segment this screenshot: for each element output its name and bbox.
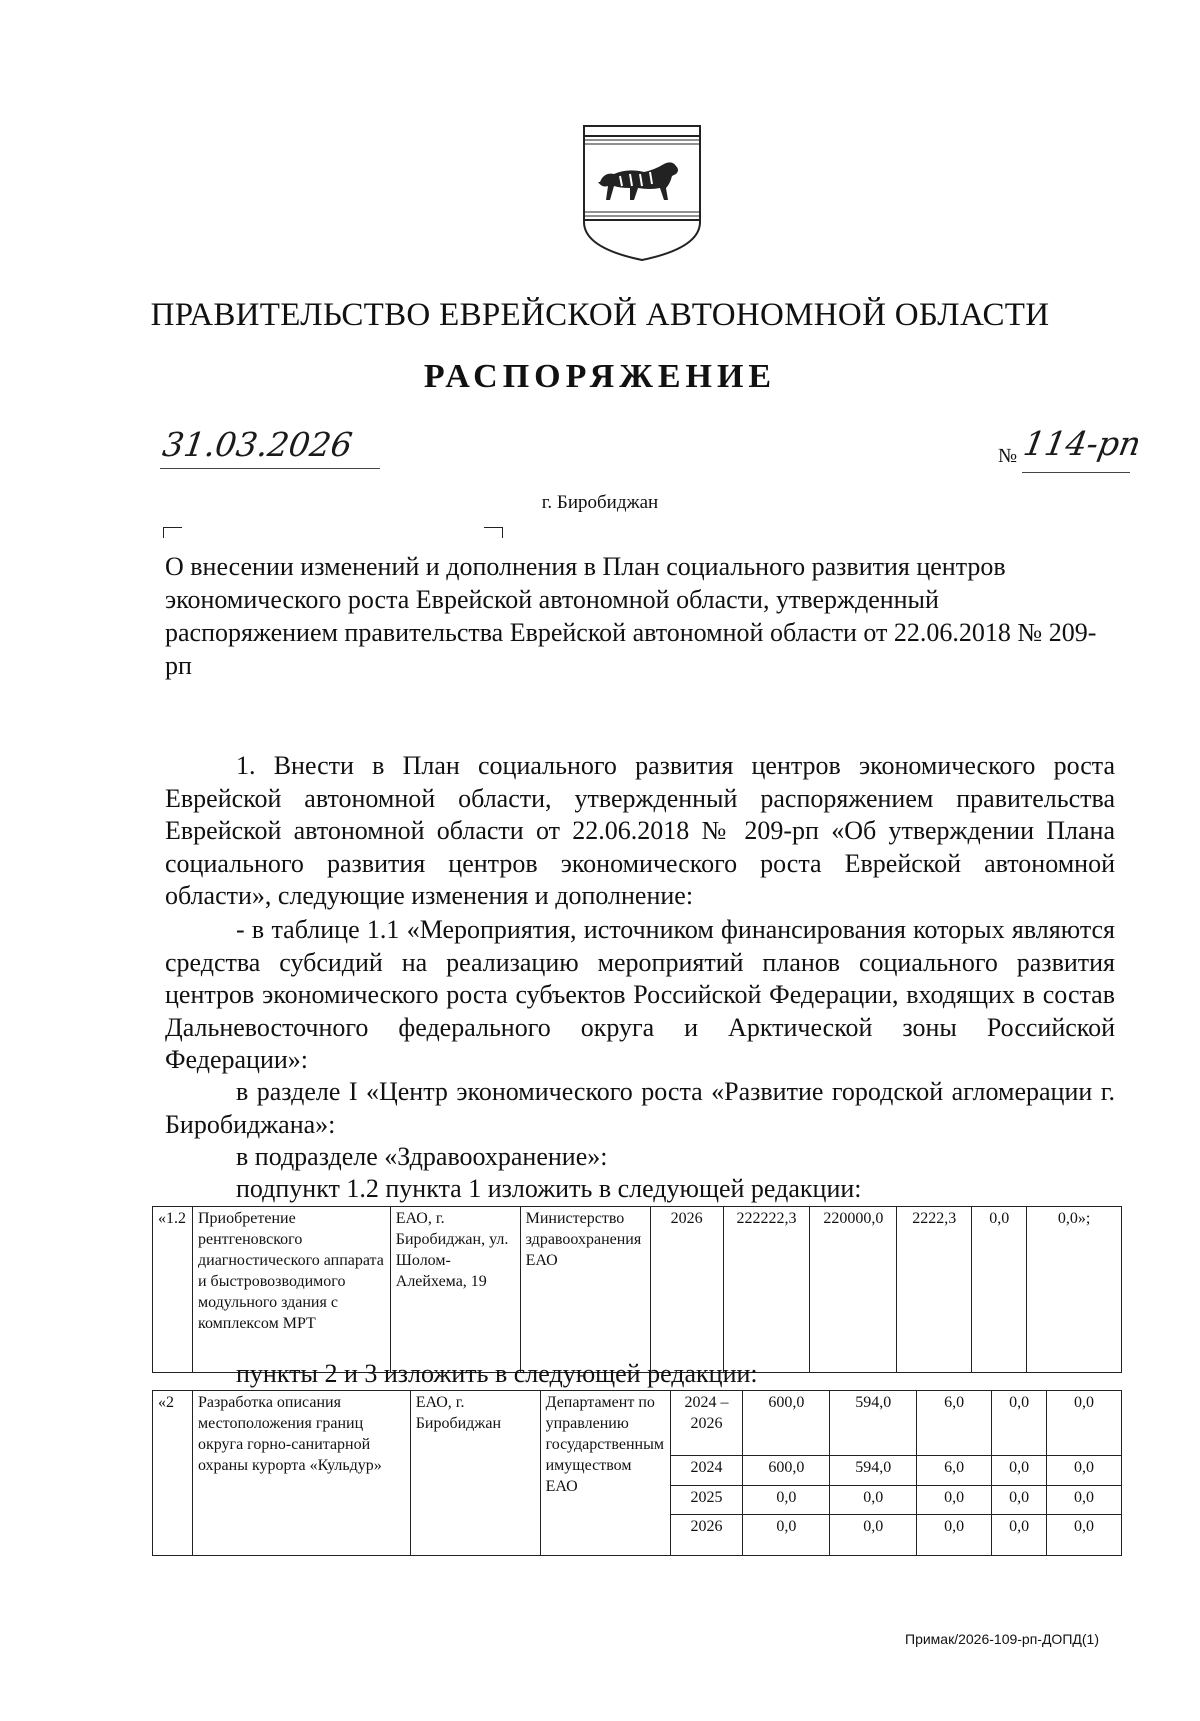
- number-label: №: [998, 445, 1018, 467]
- subject-corner-right: [484, 527, 503, 538]
- cell-executor: Министерство здравоохранения ЕАО: [520, 1207, 650, 1373]
- cell-value-3: 0,0: [972, 1207, 1027, 1373]
- cell-value-4: 0,0: [1047, 1456, 1122, 1486]
- cell-value-4: 0,0: [1047, 1391, 1122, 1456]
- paragraph-1: 1. Внести в План социального развития центров экономического роста Еврейской автономной области, утвержденный распоряжением правительства Еврейской автономной области от 22.06.2018 № 209-рп «Об утверждении Плана социального развития центров экономического роста Еврейской автономной области», следующие изменения и дополнение:: [165, 751, 1115, 911]
- cell-value-4: 0,0: [1047, 1485, 1122, 1515]
- cell-value-2: 0,0: [917, 1485, 992, 1515]
- cell-place: ЕАО, г. Биробиджан, ул. Шолом-Алейхема, 19: [390, 1207, 520, 1373]
- table-item-2: [152, 1390, 1122, 1556]
- cell-value-3: 0,0: [992, 1485, 1047, 1515]
- table-row: [153, 1391, 1122, 1456]
- cell-total: 0,0: [743, 1515, 830, 1556]
- cell-total: 600,0: [743, 1391, 830, 1456]
- coat-of-arms-emblem: [580, 122, 704, 262]
- organization-title: ПРАВИТЕЛЬСТВО ЕВРЕЙСКОЙ АВТОНОМНОЙ ОБЛАСТИ: [150, 297, 1050, 333]
- cell-value-1: 0,0: [830, 1485, 917, 1515]
- cell-year: 2025: [670, 1485, 743, 1515]
- document-date: 31.03.2026: [160, 425, 355, 464]
- cell-executor: Департамент по управлению государственным имуществом ЕАО: [540, 1391, 670, 1556]
- cell-value-2: 2222,3: [897, 1207, 972, 1373]
- cell-value-1: 0,0: [830, 1515, 917, 1556]
- cell-value-2: 6,0: [917, 1391, 992, 1456]
- document-subject: О внесении изменений и дополнения в План социального развития центров экономического роста Еврейской автономной области, утвержденный распоряжением правительства Еврейской автономной области от 22.06.2018 № 209-рп: [165, 552, 1097, 680]
- number-underline: [1022, 470, 1130, 473]
- footer-document-code: Примак/2026-109-рп-ДОПД(1): [905, 1631, 1099, 1647]
- cell-year: 2024: [670, 1456, 743, 1486]
- cell-name: Приобретение рентгеновского диагностического аппарата и быстровозводимого модульного здания с комплексом МРТ: [192, 1207, 390, 1373]
- date-underline: [160, 466, 380, 469]
- cell-value-2: 6,0: [917, 1456, 992, 1486]
- cell-num: «2: [153, 1391, 193, 1556]
- cell-value-3: 0,0: [992, 1391, 1047, 1456]
- paragraph-4: в подразделе «Здравоохранение»:: [236, 1142, 608, 1171]
- cell-total: 600,0: [743, 1456, 830, 1486]
- document-type: РАСПОРЯЖЕНИЕ: [423, 358, 777, 395]
- cell-value-1: 594,0: [830, 1456, 917, 1486]
- paragraph-5: подпункт 1.2 пункта 1 изложить в следующей редакции:: [236, 1174, 862, 1203]
- cell-total: 222222,3: [723, 1207, 810, 1373]
- paragraph-6: пункты 2 и 3 изложить в следующей редакции:: [236, 1359, 758, 1388]
- paragraph-3: в разделе I «Центр экономического роста «Развитие городской агломерации г. Биробиджана»:: [165, 1077, 1115, 1139]
- cell-year: 2026: [670, 1515, 743, 1556]
- cell-total: 0,0: [743, 1485, 830, 1515]
- cell-year: 2024 – 2026: [670, 1391, 743, 1456]
- subject-corner-left: [163, 527, 182, 538]
- cell-place: ЕАО, г. Биробиджан: [410, 1391, 540, 1556]
- cell-value-1: 594,0: [830, 1391, 917, 1456]
- cell-value-4: 0,0»;: [1027, 1207, 1122, 1373]
- table-row: [153, 1207, 1122, 1373]
- cell-num: «1.2: [153, 1207, 193, 1373]
- cell-value-2: 0,0: [917, 1515, 992, 1556]
- cell-name: Разработка описания местоположения границ округа горно-санитарной охраны курорта «Кульдур»: [192, 1391, 410, 1556]
- document-number: 114-рп: [1020, 424, 1144, 463]
- table-subitem-1-2: [152, 1206, 1122, 1373]
- city: г. Биробиджан: [541, 492, 659, 513]
- cell-value-1: 220000,0: [810, 1207, 897, 1373]
- cell-year: 2026: [650, 1207, 723, 1373]
- cell-value-3: 0,0: [992, 1456, 1047, 1486]
- cell-value-4: 0,0: [1047, 1515, 1122, 1556]
- paragraph-2: - в таблице 1.1 «Мероприятия, источником финансирования которых являются средства субсидий на реализацию мероприятий планов социального развития центров экономического роста субъектов Российской Федерации, входящих в состав Дальневосточного федерального округа и Арктической зоны Российской Федерации»:: [165, 915, 1115, 1075]
- cell-value-3: 0,0: [992, 1515, 1047, 1556]
